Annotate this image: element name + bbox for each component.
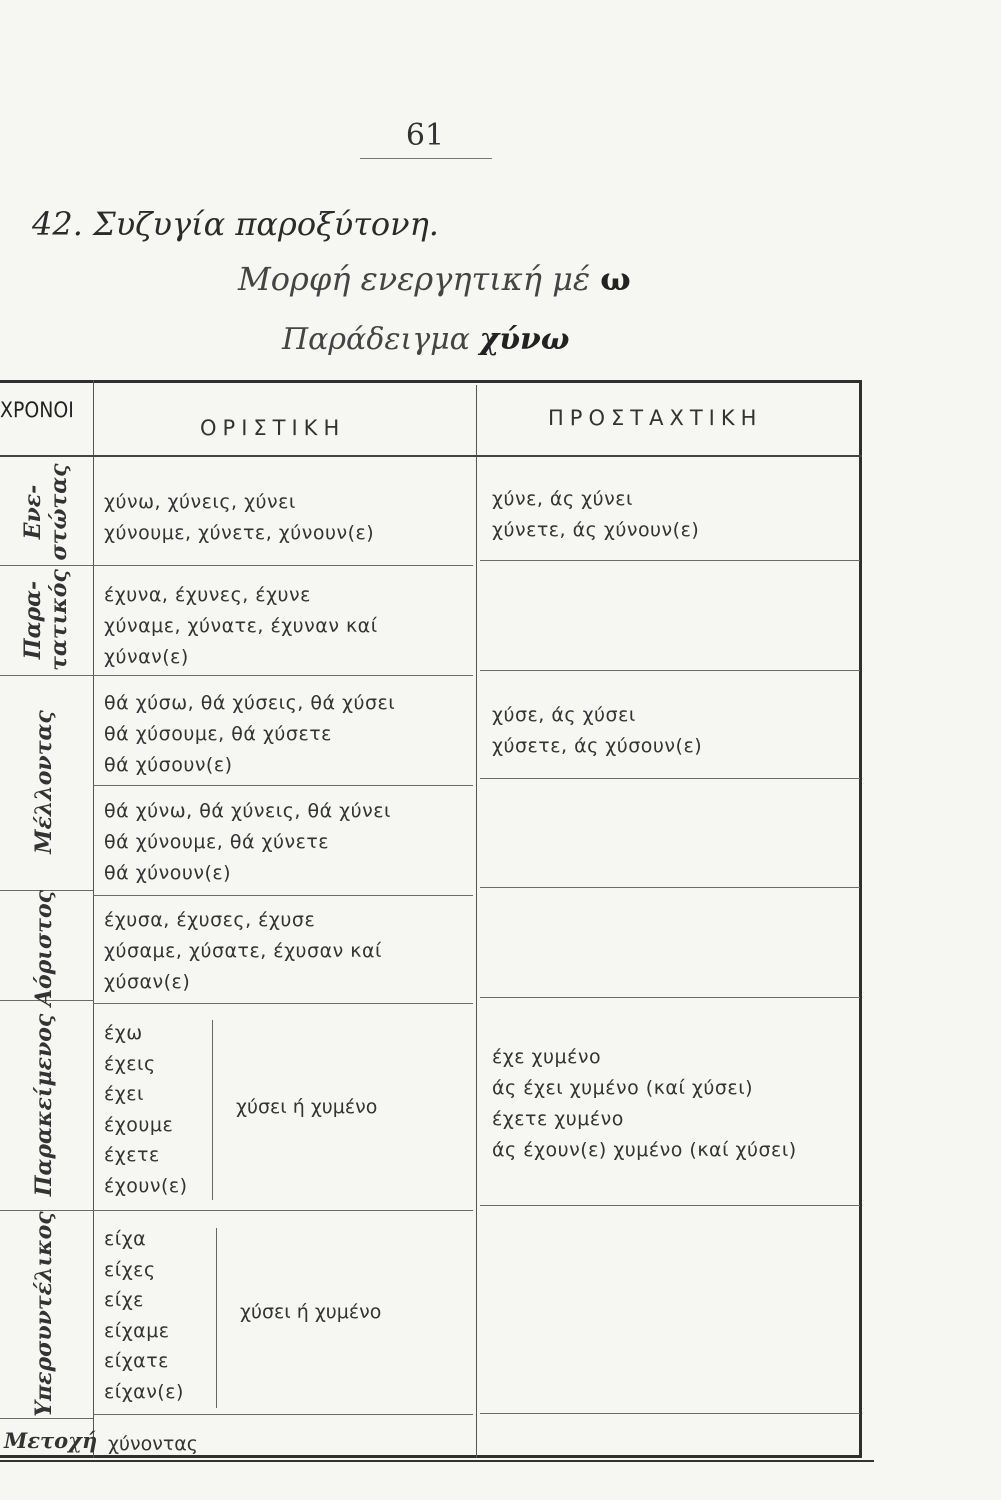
example-verb: χύνω [479,322,570,357]
tense-future-label: Μέλλοντας [31,710,57,854]
row-divider-imperative [480,1413,860,1414]
row-divider-indicative [93,565,473,566]
imperative-column-header: ΠΡΟΣΤΑΧΤΙΚΗ [548,406,763,430]
row-divider-imperative [480,560,860,561]
row-divider-indicative [93,785,473,786]
participle-form: χύνοντας [108,1433,198,1455]
tense-pluperfect-label: Υπερσυντέλικος [31,1211,57,1417]
row-divider-indicative [93,895,473,896]
imperative-perfect-forms: έχε χυμένο άς έχει χυμένο (καί χύσει) έχετε χυμένο άς έχουν(ε) χυμένο (καί χύσει) [492,1046,797,1161]
row-divider-tense [0,1418,93,1419]
row-divider-indicative [93,1003,473,1004]
tense-imperfect-label: Παρα- τατικός [20,569,72,671]
row-divider-imperative [480,778,860,779]
indicative-column-header: ΟΡΙΣΤΙΚΗ [200,416,346,440]
row-divider-indicative [93,1414,473,1415]
row-divider-imperative [480,997,860,998]
perfect-participle: χύσει ή χυμένο [236,1096,378,1118]
row-divider-indicative [93,1210,473,1211]
form-subheading [238,260,631,298]
pluperfect-auxiliary-forms: είχα είχες είχε είχαμε είχατε είχαν(ε) [104,1228,184,1403]
indicative-present-forms: χύνω, χύνεις, χύνει χύνουμε, χύνετε, χύνουν(ε) [104,491,375,544]
tenses-column-header: ΧΡΟΝΟΙ [0,398,74,422]
tense-aorist-label: Αόριστος [31,889,57,1007]
indicative-imperfect-forms: έχυνα, έχυνες, έχυνε χύναμε, χύνατε, έχυναν καί χύναν(ε) [104,584,378,668]
tense-present-label: Ενε- στώτας [20,463,72,561]
page-number: 61 [405,118,445,153]
form-subheading-text: Μορφή ενεργητική μέ [238,260,591,298]
row-divider-tense [0,675,93,676]
indicative-aorist-forms: έχυσα, έχυσες, έχυσε χύσαμε, χύσατε, έχυσαν καί χύσαν(ε) [104,909,382,993]
indicative-future-continuous-forms: θά χύνω, θά χύνεις, θά χύνει θά χύνουμε, θά χύνετε θά χύνουν(ε) [104,800,391,884]
perfect-auxiliary-forms: έχω έχεις έχει έχουμε έχετε έχουν(ε) [104,1022,188,1197]
imperative-present-forms: χύνε, άς χύνει χύνετε, άς χύνουν(ε) [492,488,700,541]
page-number-rule [360,158,492,159]
header-rule [0,455,862,457]
row-divider-imperative [480,670,860,671]
imperative-column-divider [476,385,477,1458]
example-line [282,322,569,357]
tense-perfect-label: Παρακείμενος [31,1013,57,1197]
example-label: Παράδειγμα [282,322,470,357]
form-subheading-letter: ω [600,260,631,298]
perfect-brace [206,1020,213,1200]
row-divider-indicative [93,675,473,676]
tense-column-divider [93,380,94,1458]
pluperfect-participle: χύσει ή χυμένο [240,1301,382,1323]
indicative-future-simple-forms: θά χύσω, θά χύσεις, θά χύσει θά χύσουμε, θά χύσετε θά χύσουν(ε) [104,692,396,776]
imperative-aorist-forms: χύσε, άς χύσει χύσετε, άς χύσουν(ε) [492,704,703,757]
row-divider-imperative [480,1205,860,1206]
row-divider-tense [0,565,93,566]
participle-label: Μετοχή [4,1428,98,1453]
table-bottom-rule [0,1460,874,1462]
section-heading: 42. Συζυγία παροξύτονη. [32,205,439,243]
row-divider-imperative [480,887,860,888]
pluperfect-brace [210,1228,217,1408]
